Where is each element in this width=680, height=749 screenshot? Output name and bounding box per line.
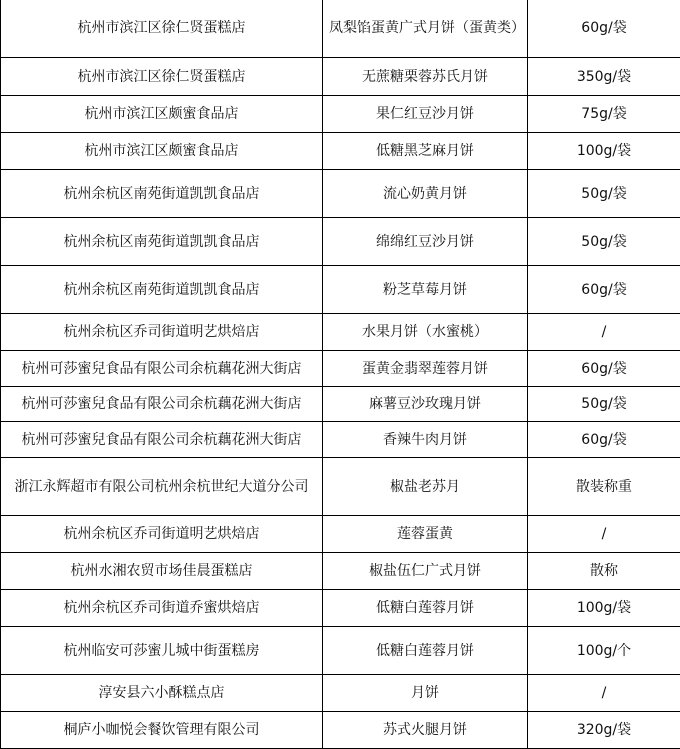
spec-cell: 320g/袋	[528, 712, 680, 749]
spec-cell: 散称	[528, 553, 680, 590]
table-row	[1, 351, 680, 387]
spec-cell: /	[528, 314, 680, 351]
store-cell: 杭州市滨江区颇蜜食品店	[1, 133, 323, 170]
store-cell: 杭州余杭区乔司街道明艺烘焙店	[1, 314, 323, 351]
store-cell: 杭州可莎蜜兒食品有限公司余杭藕花洲大街店	[1, 351, 323, 387]
table-row	[1, 133, 680, 170]
product-cell: 椒盐老苏月	[323, 458, 528, 516]
store-cell: 杭州可莎蜜兒食品有限公司余杭藕花洲大街店	[1, 387, 323, 422]
store-cell: 杭州市滨江区徐仁贤蛋糕店	[1, 0, 323, 58]
table-row	[1, 516, 680, 553]
spec-cell: /	[528, 516, 680, 553]
table-row	[1, 627, 680, 675]
product-cell: 麻薯豆沙玫瑰月饼	[323, 387, 528, 422]
spec-cell: 60g/袋	[528, 266, 680, 314]
table-row	[1, 266, 680, 314]
product-cell: 粉芝草莓月饼	[323, 266, 528, 314]
store-cell: 杭州余杭区南苑街道凯凯食品店	[1, 266, 323, 314]
table-row	[1, 387, 680, 422]
table-row	[1, 0, 680, 58]
spec-cell: 60g/袋	[528, 422, 680, 458]
product-cell: 果仁红豆沙月饼	[323, 96, 528, 133]
store-cell: 杭州余杭区南苑街道凯凯食品店	[1, 218, 323, 266]
store-cell: 浙江永辉超市有限公司杭州余杭世纪大道分公司	[1, 458, 323, 516]
product-cell: 无蔗糖栗蓉苏氏月饼	[323, 58, 528, 96]
spec-cell: 100g/个	[528, 627, 680, 675]
spec-cell: /	[528, 675, 680, 712]
spec-cell: 50g/袋	[528, 387, 680, 422]
spec-cell: 60g/袋	[528, 0, 680, 58]
product-cell: 月饼	[323, 675, 528, 712]
spec-cell: 350g/袋	[528, 58, 680, 96]
product-cell: 水果月饼（水蜜桃）	[323, 314, 528, 351]
table-row	[1, 170, 680, 218]
store-cell: 桐庐小咖悦会餐饮管理有限公司	[1, 712, 323, 749]
spec-cell: 散装称重	[528, 458, 680, 516]
table-row	[1, 422, 680, 458]
table-row	[1, 218, 680, 266]
product-cell: 苏式火腿月饼	[323, 712, 528, 749]
product-cell: 香辣牛肉月饼	[323, 422, 528, 458]
store-cell: 杭州余杭区乔司街道乔蜜烘焙店	[1, 590, 323, 627]
store-cell: 杭州余杭区南苑街道凯凯食品店	[1, 170, 323, 218]
product-cell: 椒盐伍仁广式月饼	[323, 553, 528, 590]
spec-cell: 100g/袋	[528, 590, 680, 627]
store-cell: 杭州余杭区乔司街道明艺烘焙店	[1, 516, 323, 553]
spec-cell: 75g/袋	[528, 96, 680, 133]
product-cell: 低糖白莲蓉月饼	[323, 627, 528, 675]
product-cell: 绵绵红豆沙月饼	[323, 218, 528, 266]
spec-cell: 60g/袋	[528, 351, 680, 387]
table-row	[1, 712, 680, 749]
store-cell: 淳安县六小酥糕点店	[1, 675, 323, 712]
table-row	[1, 590, 680, 627]
table-row	[1, 458, 680, 516]
store-cell: 杭州市滨江区颇蜜食品店	[1, 96, 323, 133]
table-row	[1, 553, 680, 590]
store-cell: 杭州临安可莎蜜儿城中街蛋糕房	[1, 627, 323, 675]
table-row	[1, 58, 680, 96]
store-cell: 杭州可莎蜜兒食品有限公司余杭藕花洲大街店	[1, 422, 323, 458]
spec-cell: 50g/袋	[528, 218, 680, 266]
product-cell: 低糖白莲蓉月饼	[323, 590, 528, 627]
product-cell: 低糖黑芝麻月饼	[323, 133, 528, 170]
product-cell: 莲蓉蛋黄	[323, 516, 528, 553]
product-cell: 凤梨馅蛋黄广式月饼（蛋黄类）	[323, 0, 528, 58]
product-cell: 流心奶黄月饼	[323, 170, 528, 218]
table-row	[1, 96, 680, 133]
table-row	[1, 314, 680, 351]
store-cell: 杭州市滨江区徐仁贤蛋糕店	[1, 58, 323, 96]
spec-cell: 50g/袋	[528, 170, 680, 218]
product-cell: 蛋黄金翡翠莲蓉月饼	[323, 351, 528, 387]
store-cell: 杭州水湘农贸市场佳晨蛋糕店	[1, 553, 323, 590]
table-row	[1, 675, 680, 712]
spec-cell: 100g/袋	[528, 133, 680, 170]
